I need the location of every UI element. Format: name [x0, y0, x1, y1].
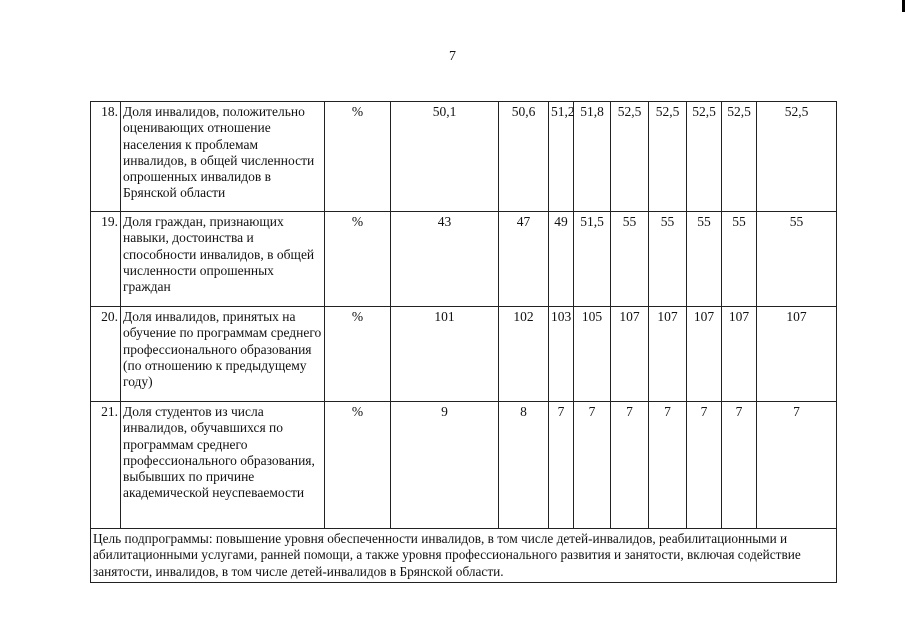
value-cell: 101: [391, 307, 499, 402]
value-cell: 7: [722, 402, 757, 529]
table-row: [91, 212, 837, 307]
value-cell: 55: [611, 212, 649, 307]
value-cell: 107: [722, 307, 757, 402]
row-number: 21.: [91, 402, 121, 529]
value-cell: 52,5: [757, 102, 837, 212]
value-cell: 55: [722, 212, 757, 307]
value-cell: 7: [611, 402, 649, 529]
indicator-name: Доля студентов из числа инвалидов, обучавшихся по программам среднего профессионального образования, выбывших по причине академической неуспеваемости: [121, 402, 325, 529]
page-number: 7: [449, 49, 456, 64]
value-cell: 55: [649, 212, 687, 307]
value-cell: 52,5: [649, 102, 687, 212]
unit-cell: %: [325, 402, 391, 529]
value-cell: 7: [687, 402, 722, 529]
value-cell: 50,6: [499, 102, 549, 212]
value-cell: 8: [499, 402, 549, 529]
value-cell: 7: [549, 402, 574, 529]
unit-cell: %: [325, 212, 391, 307]
value-cell: 102: [499, 307, 549, 402]
value-cell: 52,5: [611, 102, 649, 212]
value-cell: 7: [574, 402, 611, 529]
row-number: 20.: [91, 307, 121, 402]
value-cell: 103: [549, 307, 574, 402]
value-cell: 51,5: [574, 212, 611, 307]
value-cell: 52,5: [722, 102, 757, 212]
row-number: 18.: [91, 102, 121, 212]
value-cell: 107: [757, 307, 837, 402]
goal-row: [91, 529, 837, 583]
unit-cell: %: [325, 307, 391, 402]
subprogram-goal: Цель подпрограммы: повышение уровня обеспеченности инвалидов, в том числе детей-инвалидов, реабилитационными и абилитационными услугами, ранней помощи, а также уровня профессионального развития и занятости, включая содействие занятости, инвалидов, в том числе детей-инвалидов в Брянской области.: [91, 529, 837, 583]
value-cell: 52,5: [687, 102, 722, 212]
value-cell: 7: [757, 402, 837, 529]
value-cell: 55: [687, 212, 722, 307]
value-cell: 107: [687, 307, 722, 402]
value-cell: 49: [549, 212, 574, 307]
table-row: [91, 307, 837, 402]
value-cell: 7: [649, 402, 687, 529]
indicator-name: Доля инвалидов, положительно оценивающих отношение населения к проблемам инвалидов, в общей численности опрошенных инвалидов в Брянской области: [121, 102, 325, 212]
indicator-name: Доля инвалидов, принятых на обучение по программам среднего профессионального образования (по отношению к предыдущему году): [121, 307, 325, 402]
value-cell: 55: [757, 212, 837, 307]
value-cell: 50,1: [391, 102, 499, 212]
value-cell: 51,8: [574, 102, 611, 212]
value-cell: 107: [611, 307, 649, 402]
value-cell: 43: [391, 212, 499, 307]
value-cell: 47: [499, 212, 549, 307]
indicator-name: Доля граждан, признающих навыки, достоинства и способности инвалидов, в общей численности опрошенных граждан: [121, 212, 325, 307]
value-cell: 105: [574, 307, 611, 402]
row-number: 19.: [91, 212, 121, 307]
value-cell: 51,2: [549, 102, 574, 212]
table-row: [91, 402, 837, 529]
value-cell: 9: [391, 402, 499, 529]
table-row: [91, 102, 837, 212]
unit-cell: %: [325, 102, 391, 212]
value-cell: 107: [649, 307, 687, 402]
indicators-table: [90, 101, 837, 583]
